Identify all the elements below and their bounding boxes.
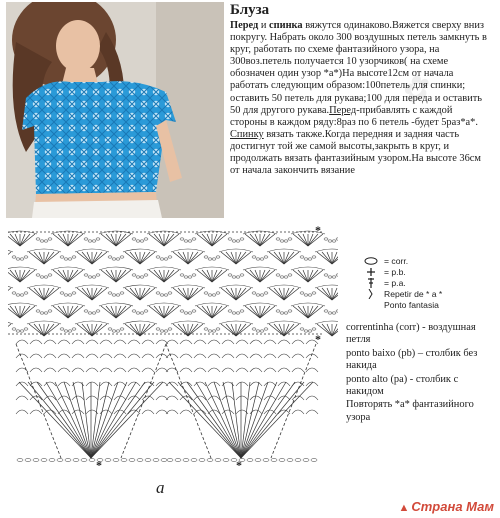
legend-text: = corr. [384, 255, 409, 266]
abbr-double-crochet: ponto alto (pa) - столбик с накидом [346, 373, 459, 398]
desc-part-3: вязать также.Когда передняя и задняя часть достигнут той же самой высоты,закрыть в круг, и продолжать вязать фантазийным узором.На высоте 36см от начала закончить вязание [230, 128, 481, 177]
back-label: спинка [268, 20, 303, 31]
desc-part-2: -прибавлять с каждой стороны в каждом ряду:8раз по 6 петель -будет 5раз*а*. [230, 104, 478, 128]
oval-icon [362, 256, 380, 266]
chart-marker-bottom-left: * [96, 458, 102, 472]
bracket-icon [362, 289, 380, 299]
crochet-chart [8, 222, 338, 490]
abbr-repeat: Повторять *a* фантазийного узора [346, 399, 474, 423]
legend-item [362, 266, 442, 277]
chart-label: a [156, 478, 165, 497]
desc-connector: и [258, 20, 269, 31]
legend-item [362, 299, 442, 310]
background-watermark: ✿ [394, 67, 434, 113]
legend-item [362, 288, 442, 299]
chart-marker-right: * [315, 332, 321, 346]
cross-icon [362, 267, 380, 277]
legend-item [362, 277, 442, 288]
abbreviations-list [346, 322, 496, 425]
abbr-chain: correntinha (corr) - воздушная петля [346, 322, 476, 346]
hat-icon: ▲ [398, 502, 410, 514]
tall-stitch-icon [362, 278, 380, 288]
legend-text: Ponto fantasia [384, 299, 439, 310]
front-label: Перед [230, 20, 259, 31]
chart-marker-top: * [315, 223, 321, 237]
site-watermark [398, 499, 494, 514]
abbr-single-crochet: ponto baixo (pb) – столбик без накида [346, 347, 478, 372]
chart-marker-bottom-right: * [236, 458, 242, 472]
page-title: Блуза [230, 2, 270, 18]
watermark-text: Страна Мам [411, 499, 494, 514]
legend-text: = p.a. [384, 277, 406, 288]
blouse-photo [6, 2, 224, 218]
front-instruction-label: Перед [329, 104, 357, 116]
legend-text: Repetir de * a * [384, 288, 443, 299]
back-instruction-label: Спинку [230, 128, 264, 140]
symbol-legend [362, 255, 442, 310]
desc-part-1: вяжутся одинаково.Вяжется сверху вниз покругу. Набрать около 300 воздушных петель замкнуть в круг, работать по схеме фантазийного узора, на 300воз.петель получается 10 узорчиков( на схеме обозначен один узор *а*)На высоте12см от начала работать следующим образом:100петель для спинки; оставить 50 петель для рукава;100 для переда и оставить 50 для другого рукава. [230, 20, 487, 116]
legend-item [362, 255, 442, 266]
pattern-description [230, 20, 488, 177]
legend-text: = p.b. [384, 266, 406, 277]
